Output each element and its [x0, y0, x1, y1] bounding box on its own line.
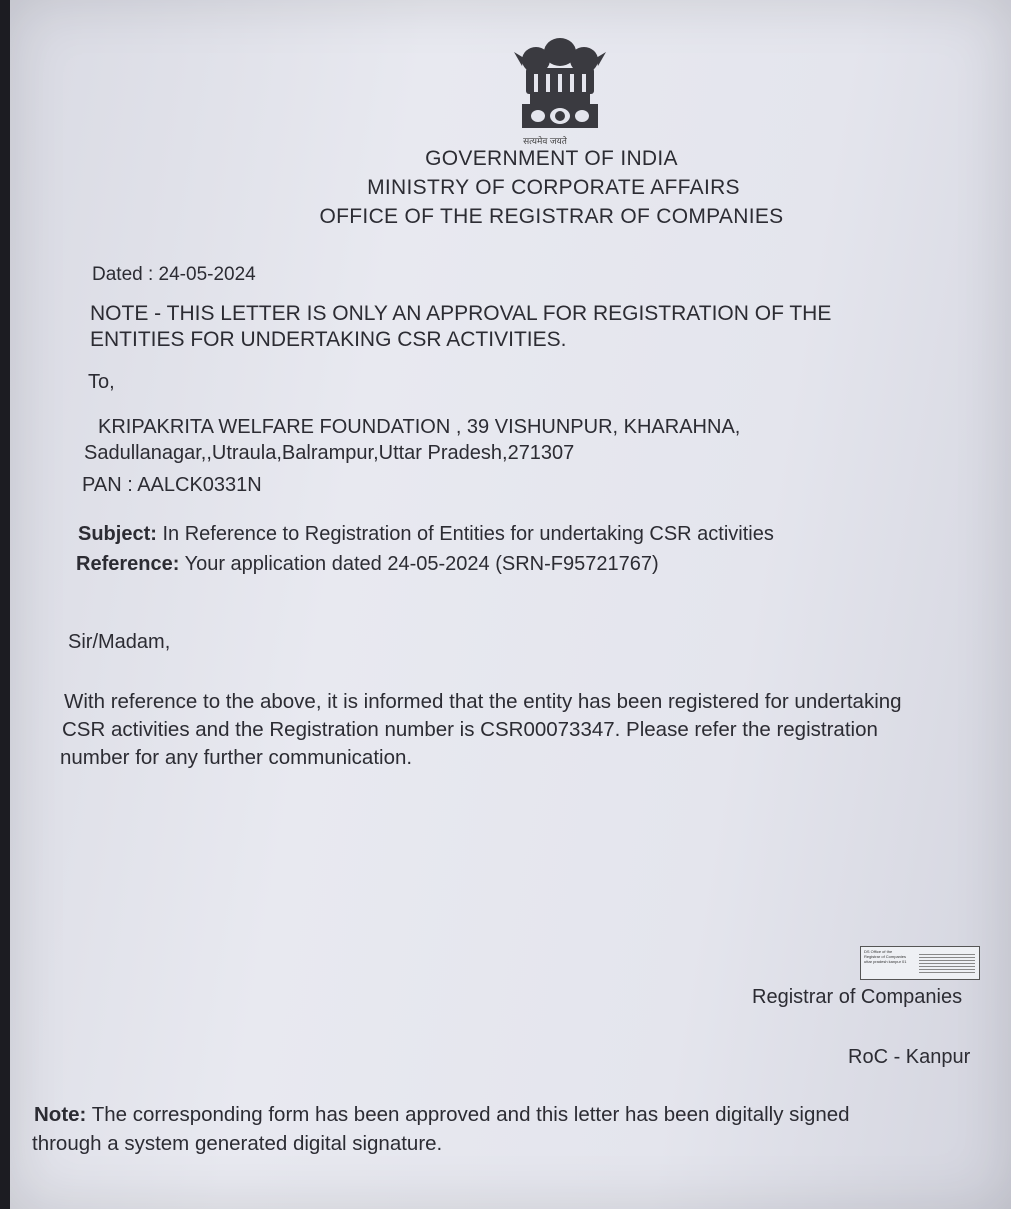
approval-note-line2: ENTITIES FOR UNDERTAKING CSR ACTIVITIES.	[90, 328, 567, 351]
approval-note-line1: NOTE - THIS LETTER IS ONLY AN APPROVAL FOR REGISTRATION OF THE	[90, 302, 832, 325]
footer-note-label: Note:	[34, 1103, 87, 1126]
reference-text: Your application dated 24-05-2024 (SRN-F95721767)	[179, 553, 659, 575]
header-office: OFFICE OF THE REGISTRAR OF COMPANIES	[319, 205, 784, 228]
reference-label: Reference:	[76, 553, 180, 575]
letter-page	[10, 0, 1011, 1209]
signatory-title: Registrar of Companies	[752, 986, 963, 1008]
reference-line	[76, 553, 659, 576]
salutation: Sir/Madam,	[68, 631, 171, 653]
footer-note-text: The corresponding form has been approved and this letter has been digitally signed	[86, 1103, 850, 1126]
signatory-office: RoC - Kanpur	[848, 1046, 971, 1068]
pan-number: PAN : AALCK0331N	[82, 474, 262, 496]
body-line1: With reference to the above, it is informed that the entity has been registered for undertaking	[64, 690, 902, 713]
address-line1: KRIPAKRITA WELFARE FOUNDATION , 39 VISHUNPUR, KHARAHNA,	[98, 416, 741, 438]
stamp-text: DS Office of the Registrar of Companies uttar pradesh kanpur 01	[864, 949, 907, 964]
footer-note-line1	[34, 1103, 850, 1127]
to-label: To,	[88, 371, 115, 393]
subject-label: Subject:	[78, 523, 157, 545]
footer-note-line2: through a system generated digital signature.	[32, 1132, 443, 1155]
emblem-motto: सत्यमेव जयते	[523, 136, 567, 146]
ashoka-emblem-icon	[500, 30, 620, 140]
body-line2: CSR activities and the Registration number is CSR00073347. Please refer the registration	[62, 718, 878, 741]
subject-text: In Reference to Registration of Entities for undertaking CSR activities	[156, 523, 774, 545]
body-line3: number for any further communication.	[60, 746, 413, 769]
header-government: GOVERNMENT OF INDIA	[425, 147, 678, 170]
address-line2: Sadullanagar,,Utraula,Balrampur,Uttar Pradesh,271307	[84, 442, 575, 464]
digital-signature-stamp	[860, 946, 980, 980]
subject-line	[78, 523, 774, 546]
letter-date: Dated : 24-05-2024	[92, 264, 256, 285]
header-ministry: MINISTRY OF CORPORATE AFFAIRS	[367, 176, 740, 199]
stamp-signature-lines	[919, 953, 975, 973]
